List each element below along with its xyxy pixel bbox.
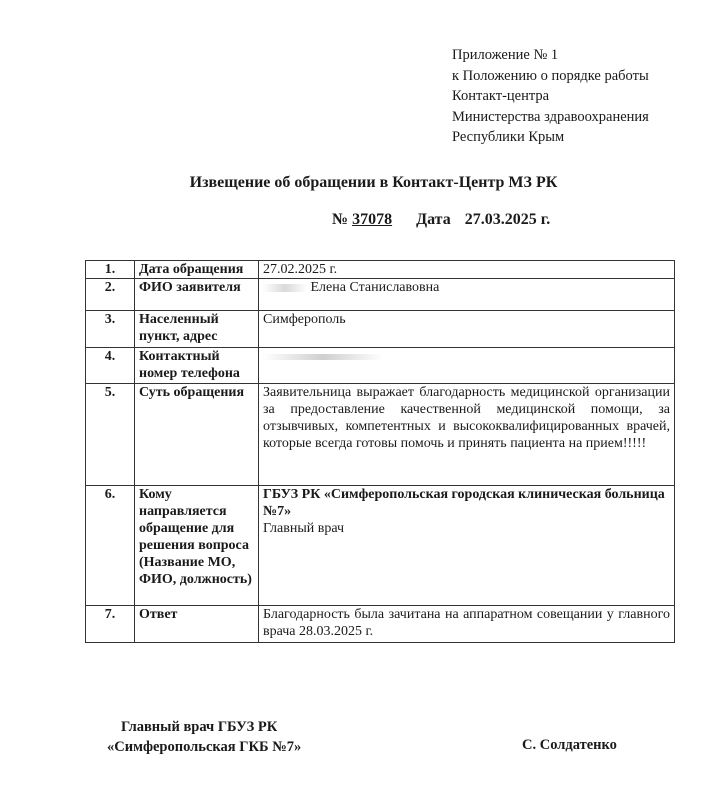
row-number: 2. — [86, 279, 135, 311]
row-value: 27.02.2025 г. — [259, 261, 675, 279]
applicant-name: Елена Станиславовна — [310, 280, 440, 295]
recipient-organization: ГБУЗ РК «Симферопольская городская клиническая больница №7» — [263, 487, 665, 519]
appendix-line: Министерства здравоохранения — [452, 108, 649, 125]
row-label: Ответ — [135, 606, 259, 643]
appendix-line: к Положению о порядке работы — [452, 67, 649, 84]
recipient-position: Главный врач — [263, 521, 345, 536]
table-row — [86, 486, 675, 606]
row-number: 3. — [86, 311, 135, 348]
row-number: 7. — [86, 606, 135, 643]
row-value — [259, 348, 675, 384]
row-value: Заявительница выражает благодарность медицинской организации за предоставление качественной медицинской помощи, за отзывчивых, компетентных и высококвалифицированных врачей, которые всегда готовы помочь и принять пациента на прием!!!!! — [259, 384, 675, 486]
document-title: Извещение об обращении в Контакт-Центр МЗ РК — [189, 174, 558, 191]
redacted-surname — [263, 284, 307, 292]
table-row — [86, 384, 675, 486]
table-row — [86, 606, 675, 643]
row-value: Симферополь — [259, 311, 675, 348]
row-label: Дата обращения — [135, 261, 259, 279]
number-prefix: № — [332, 211, 349, 228]
row-number: 5. — [86, 384, 135, 486]
row-label: Населенный пункт, адрес — [135, 311, 259, 348]
row-value — [259, 279, 675, 311]
date-label: Дата — [416, 211, 451, 228]
notice-table — [85, 260, 675, 643]
row-number: 6. — [86, 486, 135, 606]
row-label: Суть обращения — [135, 384, 259, 486]
row-number: 1. — [86, 261, 135, 279]
signatory-name: С. Солдатенко — [522, 737, 617, 753]
appendix-line: Контакт-центра — [452, 88, 550, 104]
row-label: ФИО заявителя — [135, 279, 259, 311]
redacted-phone — [263, 354, 383, 360]
document-number-date — [332, 211, 550, 229]
row-label: Контактный номер телефона — [135, 348, 259, 384]
table-row — [86, 261, 675, 279]
signatory-position — [107, 717, 301, 757]
appendix-line: Приложение № 1 — [452, 47, 559, 63]
row-value: Благодарность была зачитана на аппаратном совещании у главного врача 28.03.2025 г. — [259, 606, 675, 643]
row-value — [259, 486, 675, 606]
appendix-block — [452, 45, 649, 148]
document-date: 27.03.2025 г. — [464, 211, 551, 228]
position-line: «Симферопольская ГКБ №7» — [107, 739, 302, 755]
position-line: Главный врач ГБУЗ РК — [121, 719, 278, 735]
row-label: Кому направляется обращение для решения вопроса (Название МО, ФИО, должность) — [135, 486, 259, 606]
table-row — [86, 279, 675, 311]
row-number: 4. — [86, 348, 135, 384]
appendix-line: Республики Крым — [452, 129, 565, 145]
document-number: 37078 — [352, 211, 393, 228]
table-row — [86, 348, 675, 384]
table-row — [86, 311, 675, 348]
